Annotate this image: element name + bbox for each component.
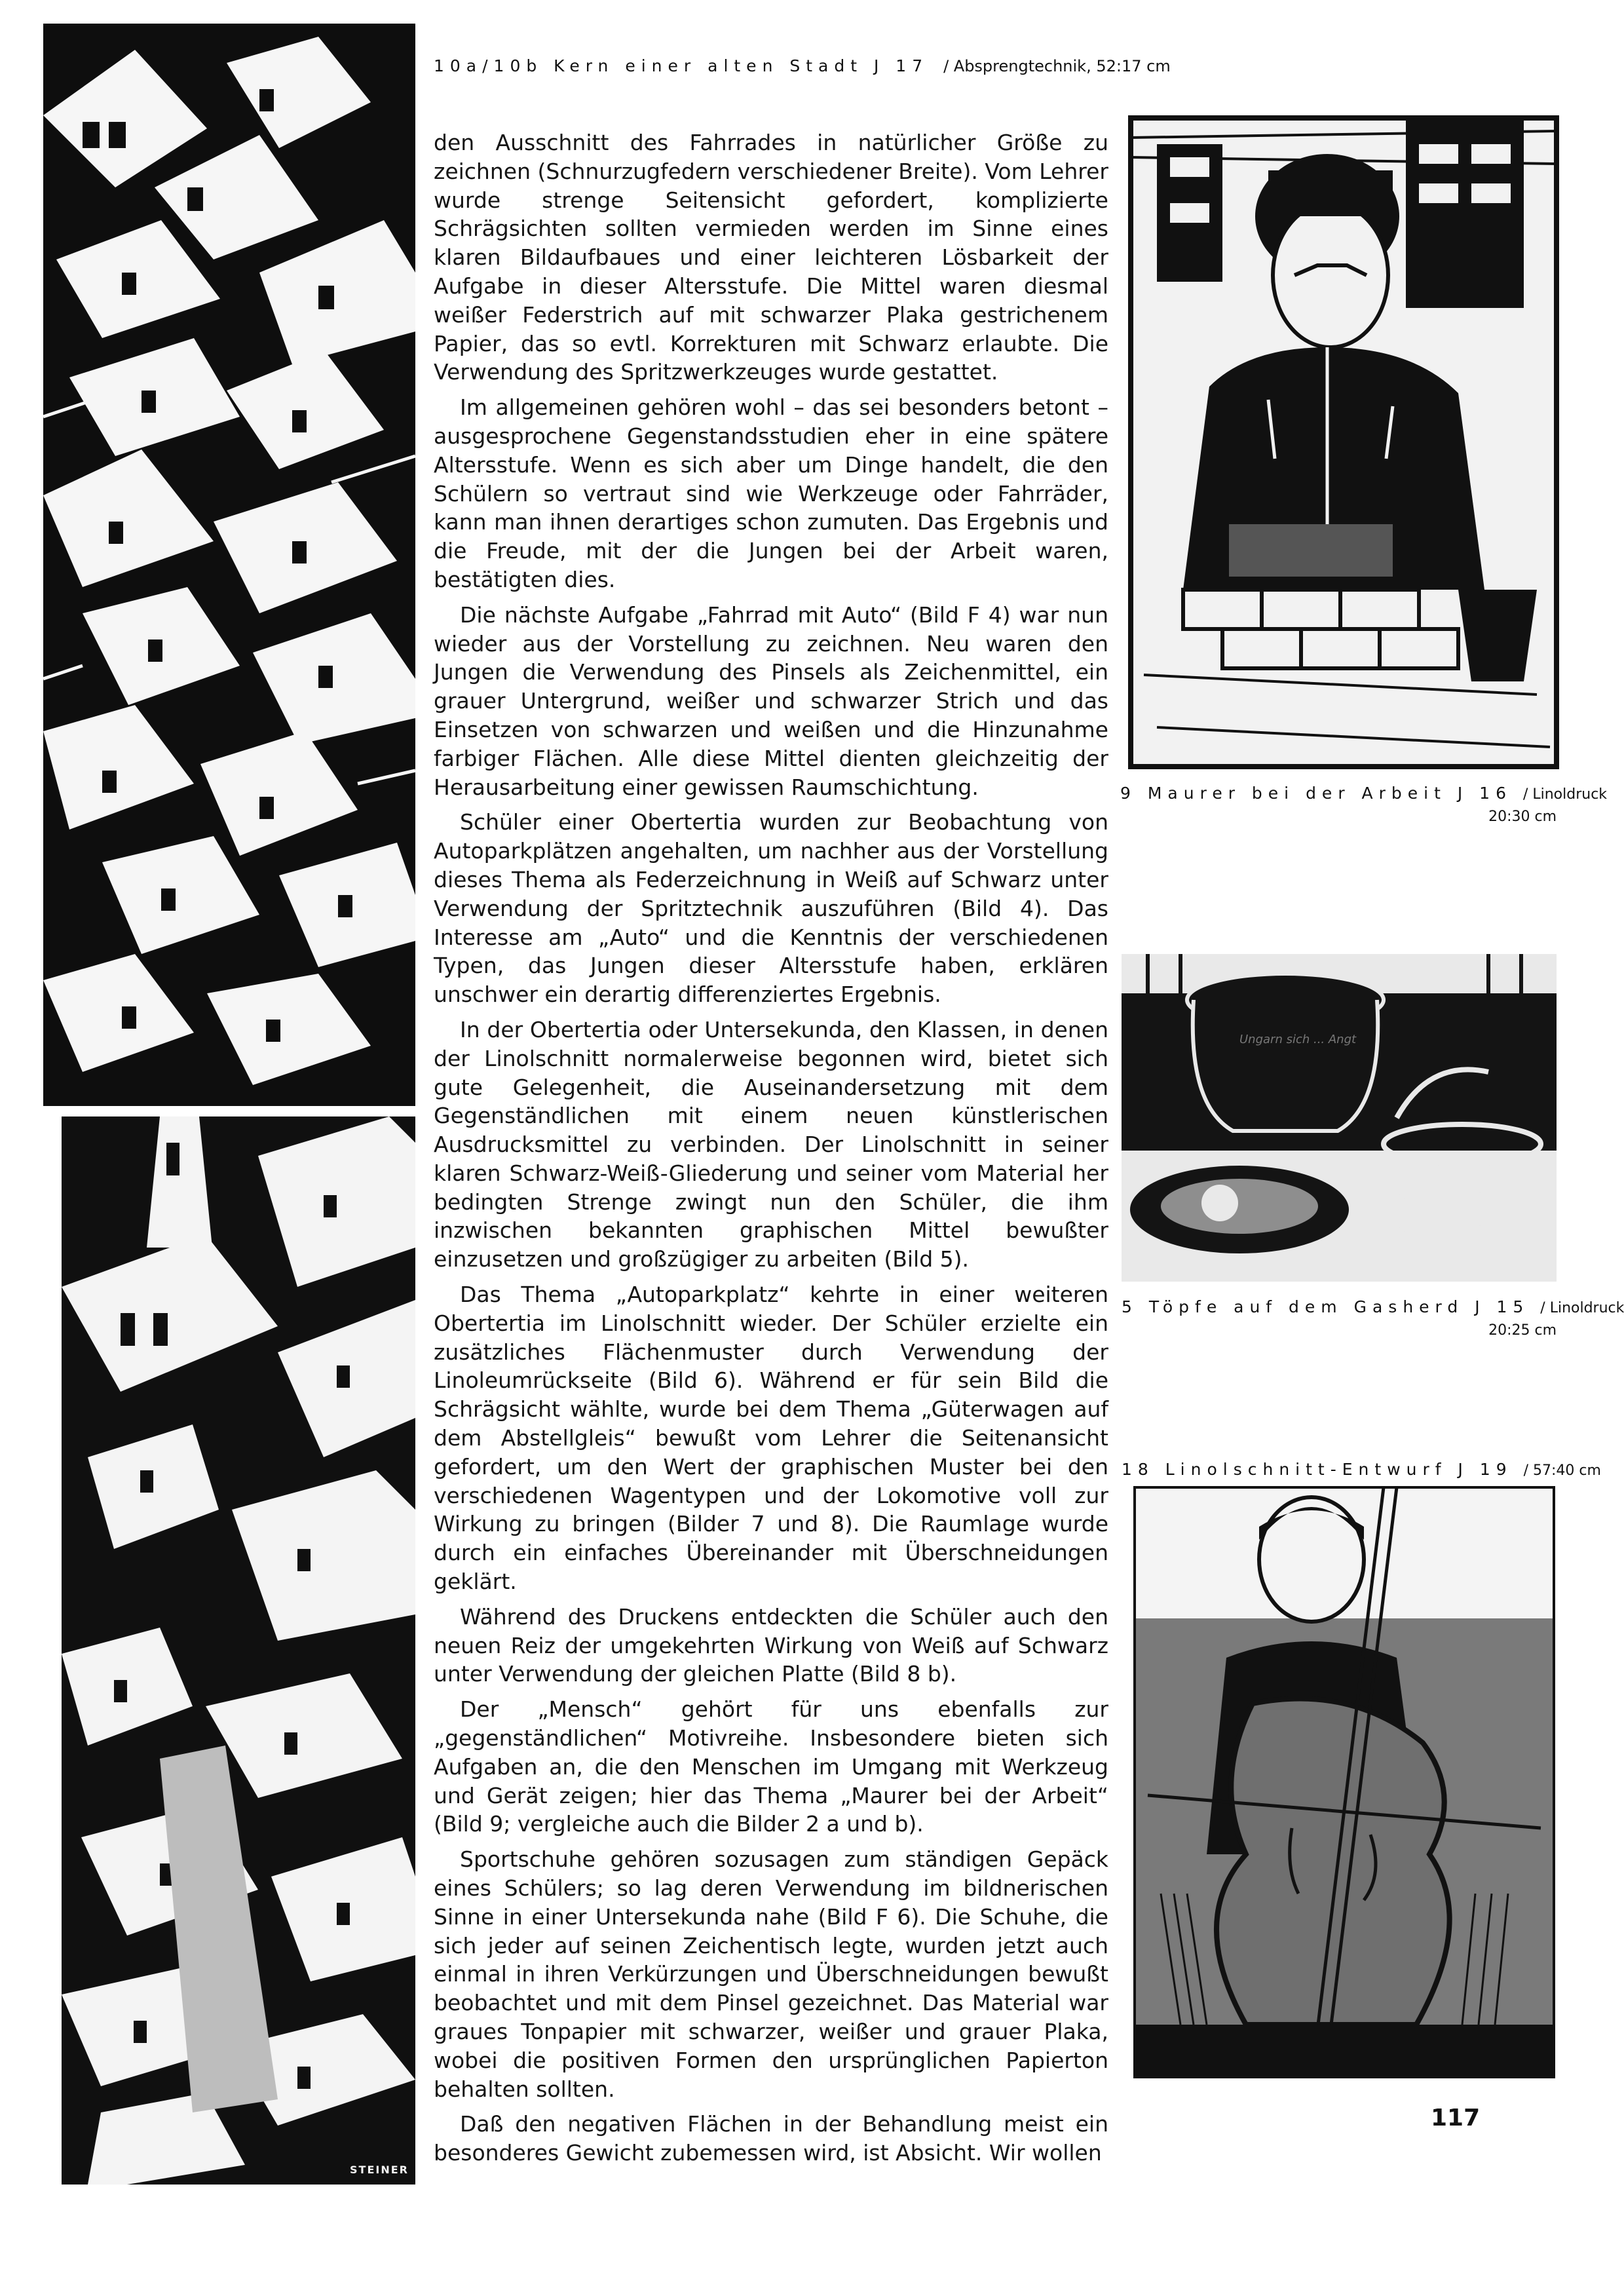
caption-fig18-title: 18 Linolschnitt-Entwurf J 19 xyxy=(1122,1460,1513,1479)
body-paragraph: Die nächste Aufgabe „Fahrrad mit Auto“ (Bild F 4) war nun wieder aus der Vorstellung zu zeichnen. Neu waren den Jungen die Verwendung des Pinsels als Zeichenmittel, ein grauer Untergrund, weißer und schwarzer Strich und das Einsetzen von schwarzen und weißen und die Hinzunahme farbiger Flächen. Alle diese Mittel dienten gleichzeitig der Herausarbeitung einer gewissen Raumschichtung. xyxy=(434,601,1108,800)
body-paragraph: Im allgemeinen gehören wohl – das sei besonders betont – ausgesprochene Gegenstandsstudien eher in eine spätere Altersstufe. Wenn es sich aber um Dinge handelt, die den Schülern so vertraut sind wie Werkzeuge oder Fahrräder, kann man ihnen derartiges schon zumuten. Das Ergebnis und die Freude, mit der die Jungen bei der Arbeit waren, bestätigten dies. xyxy=(434,394,1108,592)
body-paragraph: Daß den negativen Flächen in der Behandlung meist ein besonderes Gewicht zubemessen wird, ist Absicht. Wir wollen xyxy=(434,2111,1108,2166)
artist-signature: STEINER xyxy=(350,2164,409,2176)
body-paragraph: den Ausschnitt des Fahrrades in natürlicher Größe zu zeichnen (Schnurzugfedern verschiedener Breite). Vom Lehrer wurde strenge Seitensicht gefordert, komplizierte Schrägsichten sollten vermieden werden im Sinne eines klaren Bildaufbaues und einer leichteren Lösbarkeit der Aufgabe in dieser Altersstufe. Die Mittel waren diesmal weißer Federstrich auf mit schwarzer Plaka gestrichenem Papier, das so evtl. Korrekturen mit Schwarz erlaubte. Die Verwendung des Spritzwerkzeuges wurde gestattet. xyxy=(434,130,1108,385)
body-paragraph: In der Obertertia oder Untersekunda, den Klassen, in denen der Linolschnitt normalerweise begonnen wird, bietet sich gute Gelegenheit, die Auseinandersetzung mit dem Gegenständlichen mit einem neuen künstlerischen Ausdrucksmittel zu verbinden. Der Linolschnitt in seiner klaren Schwarz-Weiß-Gliederung und seiner vom Material her bedingten Strenge zwingt nun den Schüler, die ihm inzwischen bekannten graphischen Mittel bewußter einzusetzen und großzügiger zu arbeiten (Bild 5). xyxy=(434,1016,1108,1272)
caption-fig9 xyxy=(1120,784,1607,803)
caption-fig18 xyxy=(1122,1460,1601,1479)
body-paragraph: Das Thema „Autoparkplatz“ kehrte in einer weiteren Obertertia im Linolschnitt wieder. Der Schüler erzielte ein zusätzliches Flächenmuster durch Verwendung der Linoleumrückseite (Bild 6). Während er für sein Bild die Schrägsicht wählte, wurde bei dem Thema „Güterwagen auf dem Abstellgleis“ bewußt vom Lehrer die Seitenansicht gefordert, um den Wert der graphischen Muster bei den verschiedenen Wagentypen und der Lokomotive voll zur Wirkung zu bringen (Bilder 7 und 8). Die Raumlage wurde durch ein einfaches Übereinander mit Überschneidungen geklärt. xyxy=(434,1282,1108,1595)
linocut-mason-at-work xyxy=(1131,118,1557,767)
linocut-old-town-church xyxy=(62,1116,415,2185)
header-caption-technique: / Absprengtechnik, 52:17 cm xyxy=(943,57,1171,75)
linocut-pots-on-stove xyxy=(1122,954,1557,1282)
linocut-cellist xyxy=(1135,1487,1554,2077)
body-paragraph: Sportschuhe gehören sozusagen zum ständigen Gepäck eines Schülers; so lag deren Verwendung im bildnerischen Sinne in einer Untersekunda nahe (Bild F 6). Die Schuhe, die sich jeder auf seinen Zeichentisch legte, wurden jetzt auch einmal in ihren Verkürzungen und Überschneidungen bewußt beobachtet und mit dem Pinsel gezeichnet. Das Material war graues Tonpapier mit schwarzer, weißer und grauer Plaka, wobei die positiven Formen den ursprünglichen Papierton behalten sollten. xyxy=(434,1846,1108,2102)
caption-fig9-dims: 20:30 cm xyxy=(1488,809,1557,825)
body-paragraph: Während des Druckens entdeckten die Schüler auch den neuen Reiz der umgekehrten Wirkung von Weiß auf Schwarz unter Verwendung der gleichen Platte (Bild 8 b). xyxy=(434,1603,1108,1687)
page-number: 117 xyxy=(1431,2105,1481,2131)
header-caption xyxy=(434,56,1171,75)
linocut-old-town-roofs xyxy=(43,24,415,1106)
caption-fig9-technique: / Linoldruck xyxy=(1522,786,1608,803)
body-paragraph: Der „Mensch“ gehört für uns ebenfalls zur „gegenständlichen“ Motivreihe. Insbesondere bieten sich Aufgaben an, die den Menschen im Umgang mit Werkzeug und Gerät zeigen; hier das Thema „Maurer bei der Arbeit“ (Bild 9; vergleiche auch die Bilder 2 a und b). xyxy=(434,1696,1108,1837)
pot-inscription: Ungarn sich ... Angt xyxy=(1239,1033,1357,1046)
caption-fig5-title: 5 Töpfe auf dem Gasherd J 15 xyxy=(1122,1297,1530,1316)
body-paragraph: Schüler einer Obertertia wurden zur Beobachtung von Autoparkplätzen angehalten, um nachher aus der Vorstellung dieses Thema als Federzeichnung in Weiß auf Schwarz unter Verwendung der Spritztechnik auszuführen (Bild 4). Das Interesse am „Auto“ und die Kenntnis der verschiedenen Typen, das Jungen dieser Altersstufe haben, erklären unschwer ein derartig differenziertes Ergebnis. xyxy=(434,809,1108,1008)
caption-fig18-dims: / 57:40 cm xyxy=(1523,1462,1601,1479)
caption-fig9-title: 9 Maurer bei der Arbeit J 16 xyxy=(1120,784,1512,803)
article-body xyxy=(434,128,1108,2174)
caption-fig5-dims: 20:25 cm xyxy=(1488,1322,1557,1339)
header-caption-title: 10a/10b Kern einer alten Stadt J 17 xyxy=(434,56,929,75)
caption-fig5 xyxy=(1122,1297,1624,1316)
caption-fig5-technique: / Linoldruck xyxy=(1540,1300,1624,1316)
